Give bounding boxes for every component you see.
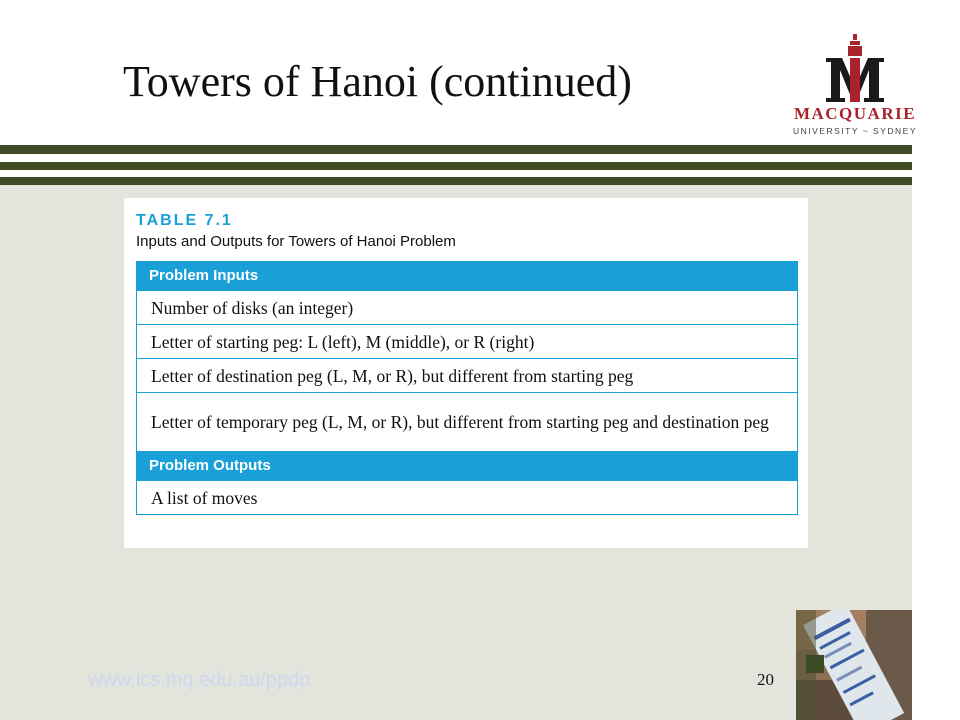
table-header-row [137, 452, 798, 481]
table-row [137, 481, 798, 515]
output-cell: A list of moves [137, 481, 798, 515]
slide-title: Towers of Hanoi (continued) [123, 57, 632, 106]
outputs-header: Problem Outputs [137, 452, 798, 481]
logo-subtitle: UNIVERSITY ~ SYDNEY [793, 126, 917, 136]
io-table [136, 261, 798, 515]
logo-name: MACQUARIE [793, 104, 917, 123]
table-row [137, 325, 798, 359]
page-number: 20 [757, 670, 774, 689]
macquarie-logo [790, 32, 920, 142]
table-caption: Inputs and Outputs for Towers of Hanoi Problem [136, 233, 456, 250]
table-number: TABLE 7.1 [136, 212, 233, 229]
table-row [137, 291, 798, 325]
input-cell: Letter of destination peg (L, M, or R), but different from starting peg [137, 359, 798, 393]
input-cell: Number of disks (an integer) [137, 291, 798, 325]
divider-stripe [0, 177, 912, 185]
corner-square [806, 655, 824, 673]
footer-url: www.ics.mq.edu.au/ppdp [88, 669, 311, 691]
inputs-header: Problem Inputs [137, 262, 798, 291]
table-row [137, 359, 798, 393]
table-figure [124, 198, 808, 548]
input-cell: Letter of temporary peg (L, M, or R), but different from starting peg and destination peg [137, 393, 798, 452]
divider-stripe [0, 145, 912, 154]
input-cell: Letter of starting peg: L (left), M (middle), or R (right) [137, 325, 798, 359]
divider-stripe [0, 162, 912, 170]
table-row [137, 393, 798, 452]
macquarie-m-logo-icon [790, 32, 920, 112]
table-header-row [137, 262, 798, 291]
